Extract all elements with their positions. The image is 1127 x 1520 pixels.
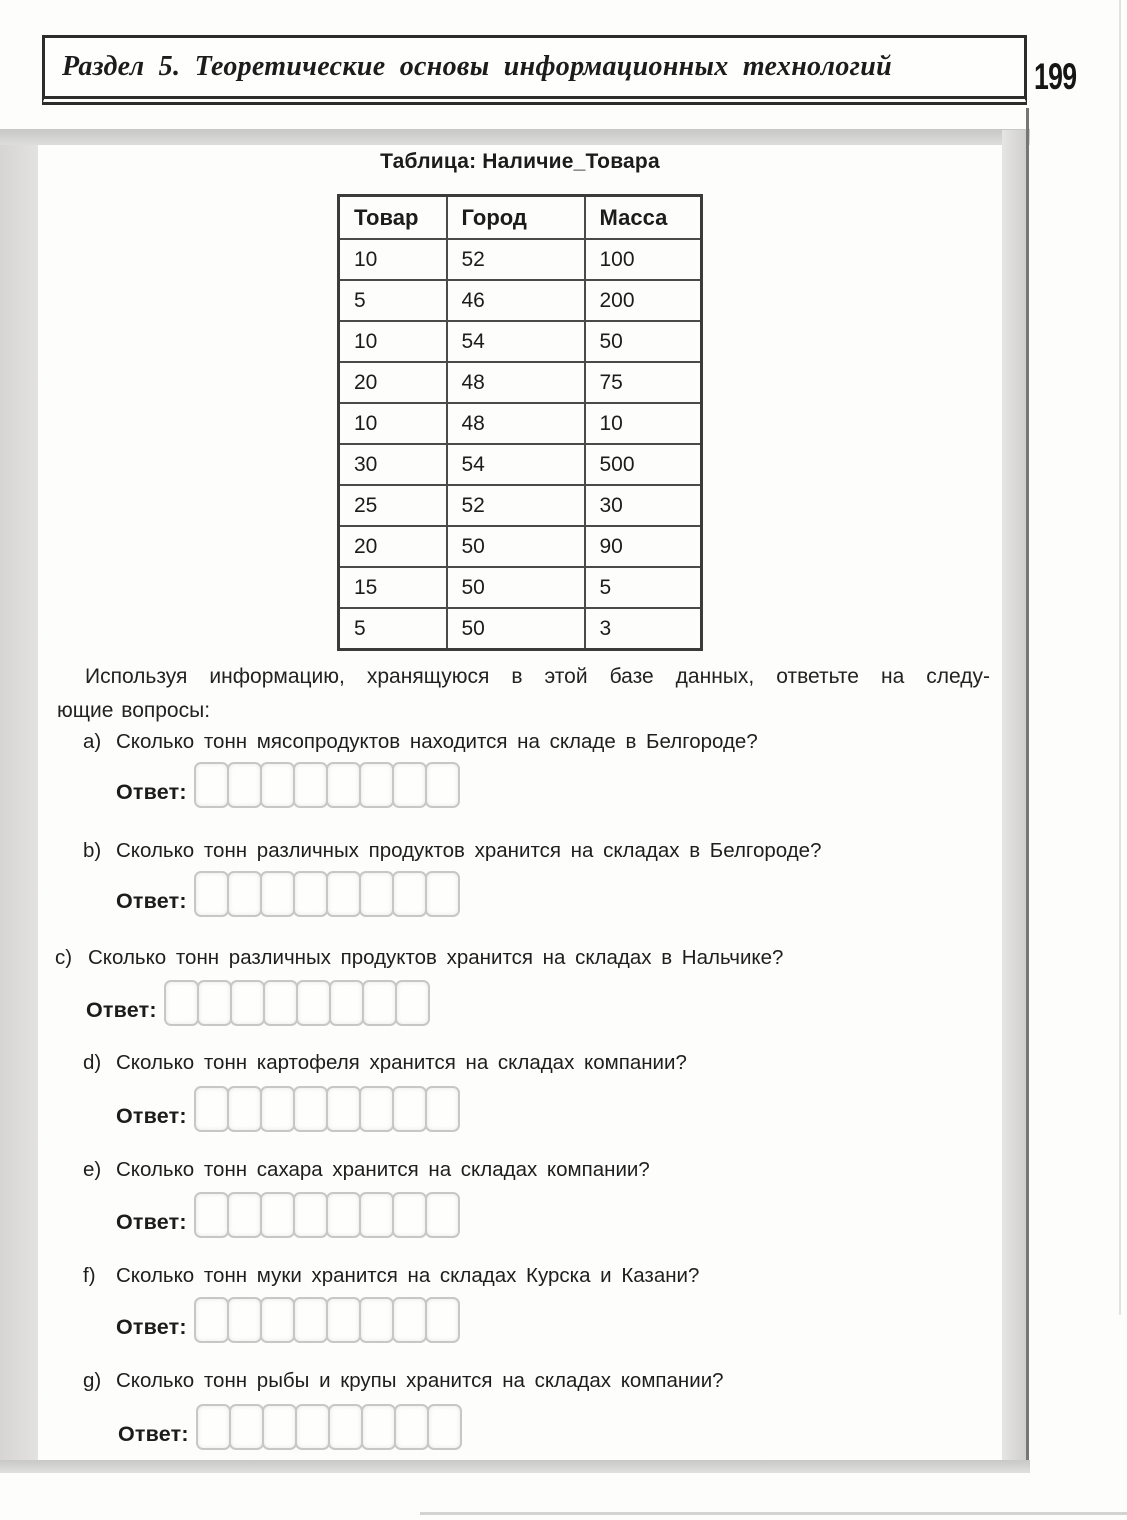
table-row: 15 50 5 [339, 567, 702, 608]
page-right-gutter-shadow [1002, 130, 1026, 1472]
answer-cell [194, 762, 229, 808]
question-d: d) Сколько тонн картофеля хранится на складах компании? [83, 1051, 687, 1074]
answer-cell [227, 1192, 262, 1238]
answer-cell [392, 1192, 427, 1238]
answer-cell [425, 762, 460, 808]
answer-cell [359, 1192, 394, 1238]
table-row: 5 46 200 [339, 280, 702, 321]
answer-cell [392, 1086, 427, 1132]
answer-cell [260, 762, 295, 808]
table-row: 10 48 10 [339, 403, 702, 444]
table-row: 5 50 3 [339, 608, 702, 650]
answer-boxes [196, 1192, 460, 1238]
answer-label: Ответ: [116, 1104, 187, 1128]
answer-cell [227, 1086, 262, 1132]
answer-cell [194, 871, 229, 917]
answer-cell [394, 1404, 429, 1450]
answer-label: Ответ: [116, 889, 187, 913]
scan-edge-line [1119, 0, 1121, 1315]
answer-cell [293, 871, 328, 917]
question-c: c) Сколько тонн различных продуктов хранится на складах в Нальчике? [55, 946, 784, 969]
answer-row-e [116, 1192, 460, 1238]
answer-row-d [116, 1086, 460, 1132]
answer-cell [362, 980, 397, 1026]
answer-cell [359, 871, 394, 917]
answer-cell [326, 1192, 361, 1238]
answer-cell [260, 1086, 295, 1132]
answer-cell [164, 980, 199, 1026]
answer-cell [326, 1086, 361, 1132]
answer-cell [392, 871, 427, 917]
answer-cell [260, 871, 295, 917]
answer-cell [326, 1297, 361, 1343]
section-header-title: Раздел 5. Теоретические основы информационных технологий [62, 51, 893, 82]
page-left-edge-shadow [0, 130, 38, 1472]
intro-line-2: ющие вопросы: [57, 699, 211, 722]
answer-cell [293, 1192, 328, 1238]
answer-cell [197, 980, 232, 1026]
answer-cell [262, 1404, 297, 1450]
answer-cell [326, 762, 361, 808]
intro-paragraph [57, 660, 990, 728]
intro-line-1: Используя информацию, хранящуюся в этой базе данных, ответьте на следу- [85, 665, 990, 688]
col-header-tovar: Товар [339, 196, 447, 240]
col-header-massa: Масса [585, 196, 702, 240]
col-header-gorod: Город [447, 196, 585, 240]
answer-label: Ответ: [118, 1422, 189, 1446]
table-row: 10 52 100 [339, 239, 702, 280]
answer-cell [359, 1086, 394, 1132]
answer-label: Ответ: [116, 780, 187, 804]
answer-cell [293, 1297, 328, 1343]
question-b: b) Сколько тонн различных продуктов хранится на складах в Белгороде? [83, 839, 822, 862]
question-e: e) Сколько тонн сахара хранится на складах компании? [83, 1158, 650, 1181]
answer-boxes [198, 1404, 462, 1450]
goods-table [337, 194, 703, 651]
table-row: 10 54 50 [339, 321, 702, 362]
answer-label: Ответ: [86, 998, 157, 1022]
answer-cell [328, 1404, 363, 1450]
answer-row-b [116, 871, 460, 917]
answer-cell [392, 1297, 427, 1343]
answer-cell [329, 980, 364, 1026]
answer-cell [326, 871, 361, 917]
answer-cell [395, 980, 430, 1026]
answer-cell [260, 1192, 295, 1238]
answer-boxes [196, 871, 460, 917]
answer-cell [427, 1404, 462, 1450]
section-header-box [42, 35, 1027, 105]
answer-cell [230, 980, 265, 1026]
answer-cell [260, 1297, 295, 1343]
answer-cell [227, 871, 262, 917]
answer-row-g [118, 1404, 462, 1450]
answer-cell [296, 980, 331, 1026]
page-bottom-edge-shadow [0, 1460, 1030, 1473]
answer-cell [196, 1404, 231, 1450]
table-row: 25 52 30 [339, 485, 702, 526]
answer-cell [425, 1086, 460, 1132]
answer-row-c [86, 980, 430, 1026]
answer-cell [359, 1297, 394, 1343]
page-number: 199 [1034, 56, 1077, 97]
table-row: 20 48 75 [339, 362, 702, 403]
question-a: a) Сколько тонн мясопродуктов находится на складе в Белгороде? [83, 730, 758, 753]
table-row: 20 50 90 [339, 526, 702, 567]
answer-cell [227, 1297, 262, 1343]
table-row: 30 54 500 [339, 444, 702, 485]
answer-boxes [196, 762, 460, 808]
answer-cell [425, 871, 460, 917]
answer-cell [227, 762, 262, 808]
answer-cell [425, 1192, 460, 1238]
answer-cell [293, 1086, 328, 1132]
header-shadow-band [0, 129, 1030, 145]
answer-row-a [116, 762, 460, 808]
answer-cell [194, 1297, 229, 1343]
answer-cell [194, 1192, 229, 1238]
answer-cell [229, 1404, 264, 1450]
answer-boxes [196, 1086, 460, 1132]
answer-boxes [196, 1297, 460, 1343]
answer-label: Ответ: [116, 1315, 187, 1339]
answer-cell [425, 1297, 460, 1343]
answer-cell [392, 762, 427, 808]
answer-cell [359, 762, 394, 808]
question-g: g) Сколько тонн рыбы и крупы хранится на складах компании? [83, 1369, 724, 1392]
page-right-edge-line [1026, 108, 1029, 1472]
answer-boxes [166, 980, 430, 1026]
table-title: Таблица: Наличие_Товара [380, 150, 660, 173]
answer-cell [361, 1404, 396, 1450]
answer-cell [293, 762, 328, 808]
answer-cell [263, 980, 298, 1026]
answer-cell [194, 1086, 229, 1132]
scan-bottom-line [420, 1512, 1127, 1515]
question-f: f) Сколько тонн муки хранится на складах Курска и Казани? [83, 1264, 700, 1287]
answer-row-f [116, 1297, 460, 1343]
table-header-row [339, 196, 702, 240]
answer-label: Ответ: [116, 1210, 187, 1234]
answer-cell [295, 1404, 330, 1450]
